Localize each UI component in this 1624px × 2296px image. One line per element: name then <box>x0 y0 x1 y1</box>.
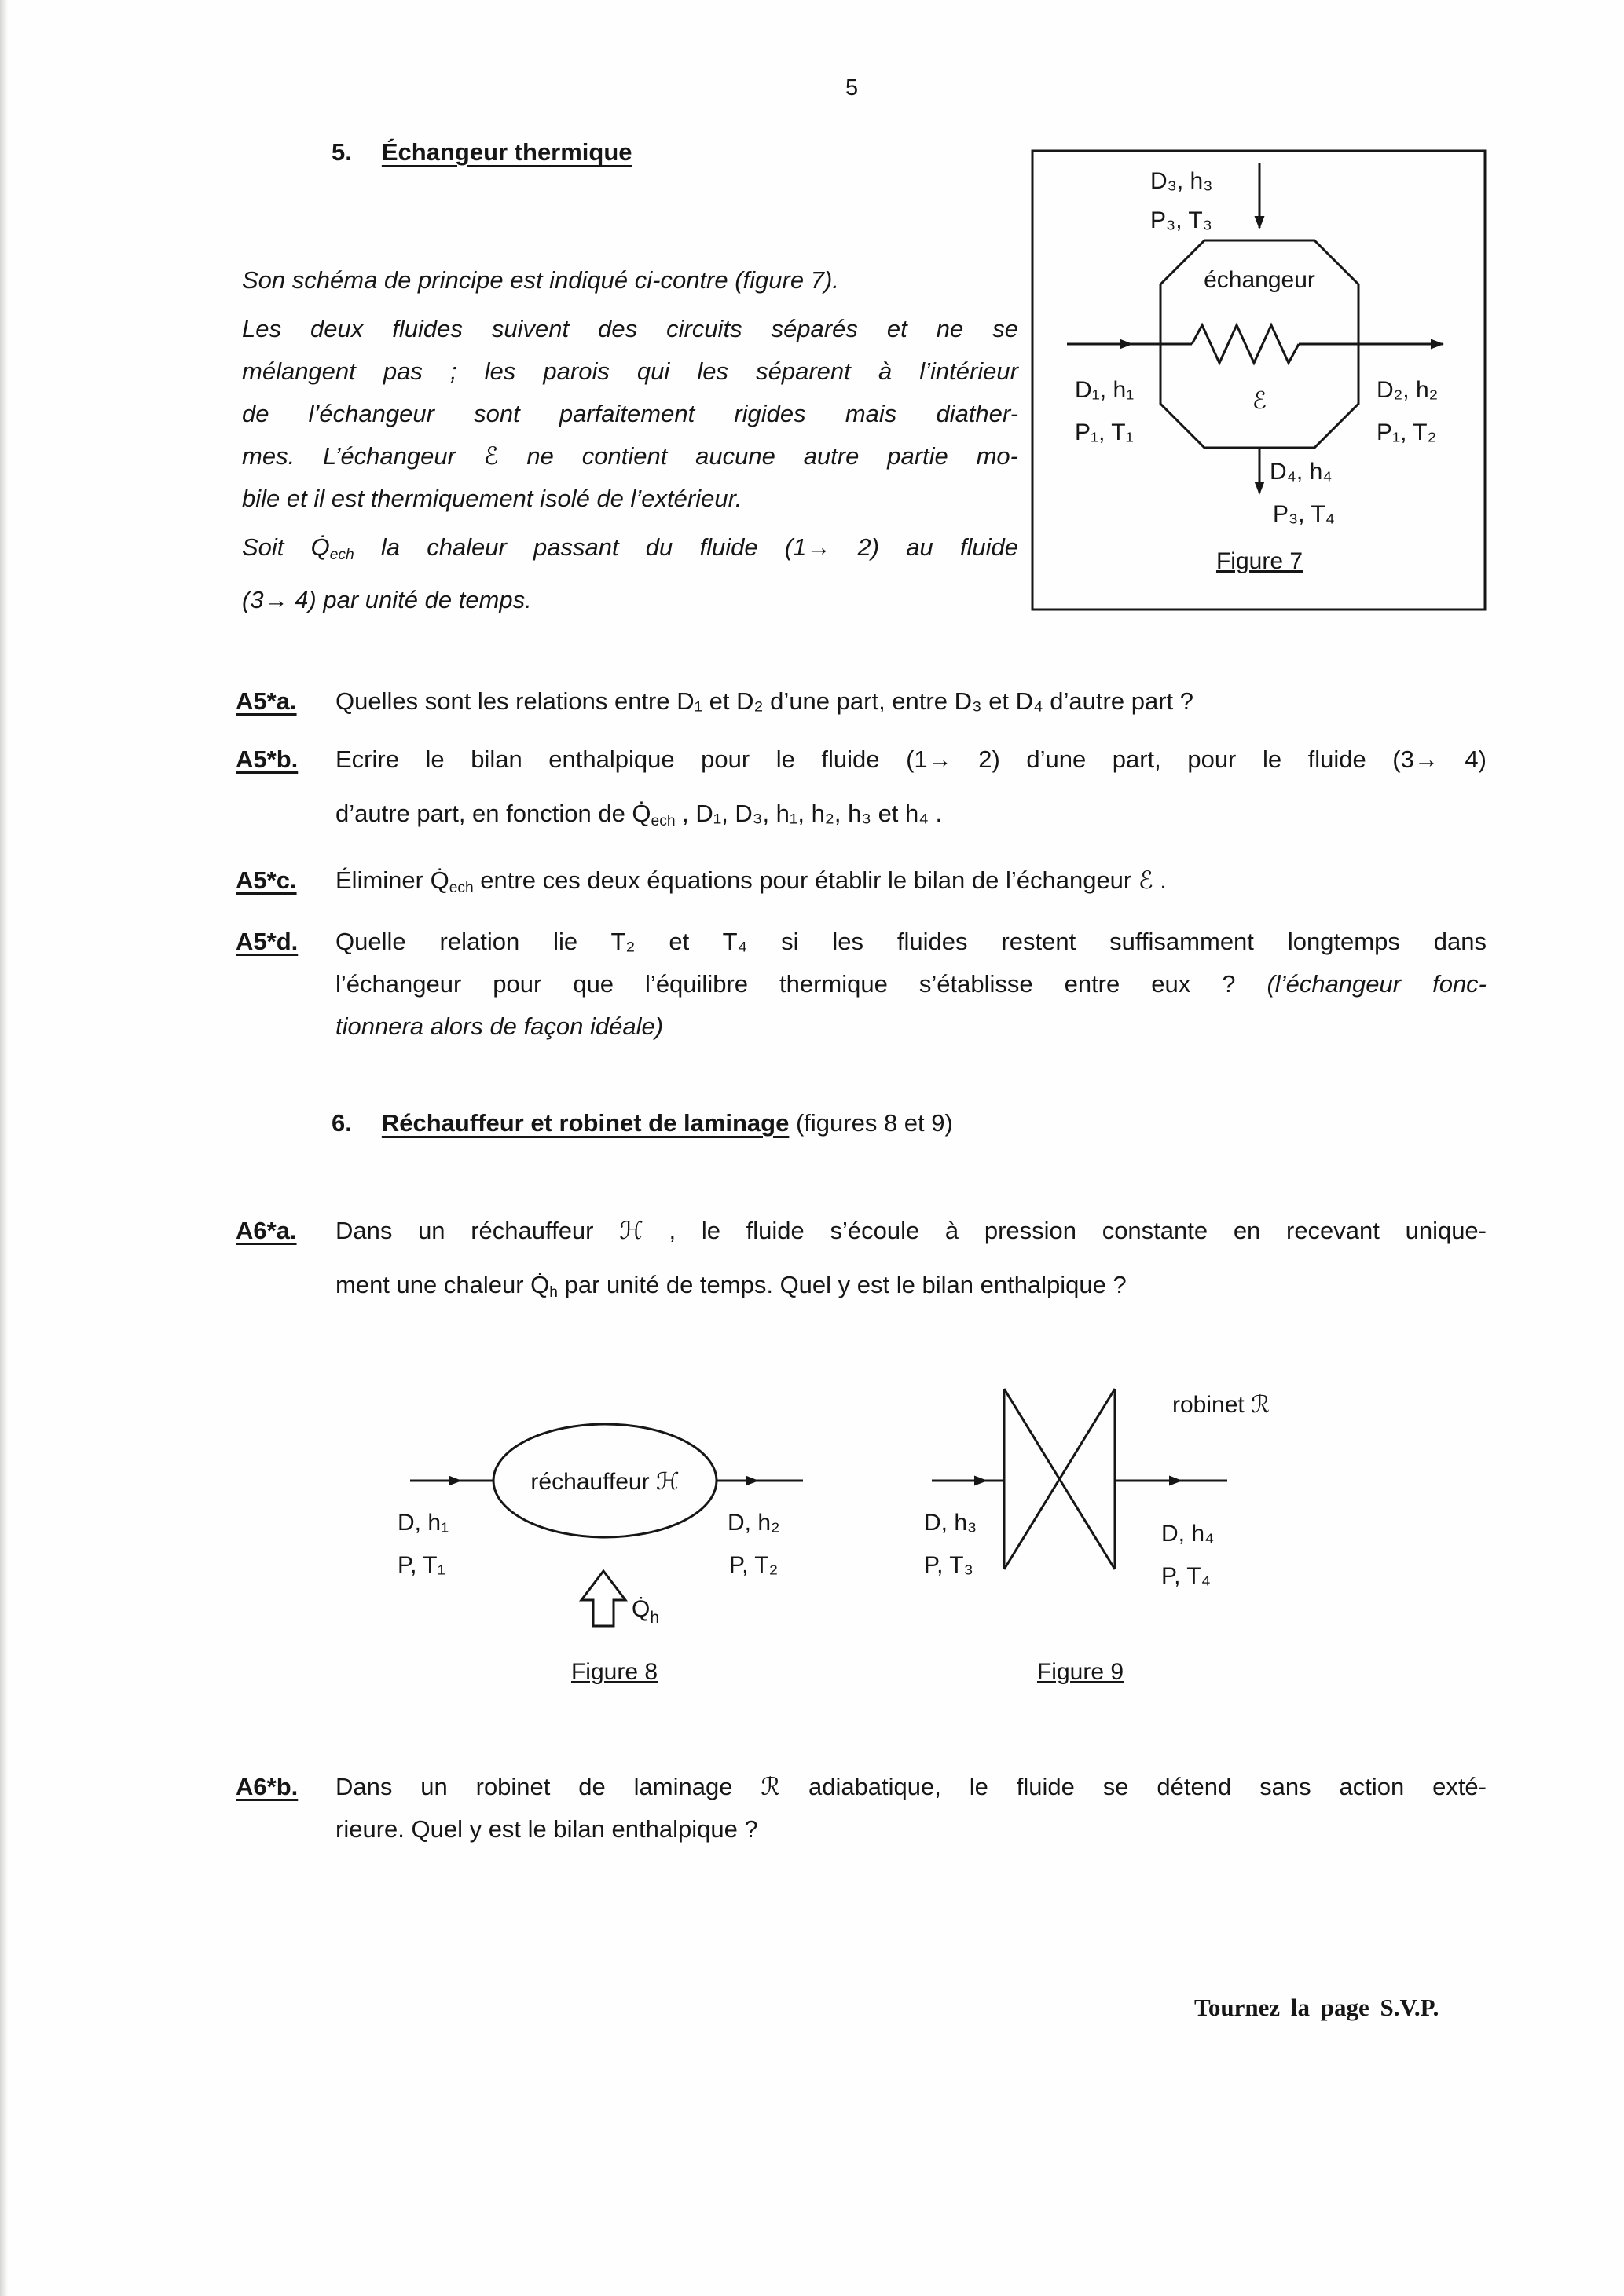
qdot-ech-symbol <box>431 866 474 894</box>
text-line: mes. L’échangeur ℰ ne contient aucune autre partie mo- <box>242 442 1018 470</box>
text-segment: Soit <box>242 533 311 561</box>
text-line: tionnera alors de façon idéale) <box>335 1013 664 1040</box>
text-line <box>335 859 1487 906</box>
question-a5d <box>236 921 1487 1048</box>
text-segment-italic: (l’échangeur fonc- <box>1267 970 1487 998</box>
figure-7-caption: Figure 7 <box>1215 548 1303 574</box>
text-segment: entre ces deux équations pour établir le bilan de l’échangeur ℰ . <box>473 866 1167 894</box>
qdot-h-symbol <box>530 1271 558 1301</box>
figure-9-caption: Figure 9 <box>1036 1659 1124 1685</box>
section-6-suffix: (figures 8 et 9) <box>789 1109 953 1137</box>
text-segment: , D₁, D₃, h₁, h₂, h₃ et h₄ . <box>675 800 943 827</box>
fig8-right-label-2: P, T₂ <box>729 1552 779 1578</box>
intro-paragraph-1: Son schéma de principe est indiqué ci-contre (figure 7). <box>242 266 839 294</box>
subscript-ech: ech <box>329 546 354 563</box>
fig7-top-label-1: D₃, h₃ <box>1150 168 1213 194</box>
section-5-title: Échangeur thermique <box>381 138 632 166</box>
text-segment: l’échangeur pour que l’équilibre thermique s’établisse entre eux ? <box>335 970 1267 998</box>
question-a5a <box>236 680 1487 723</box>
section-6-number: 6. <box>332 1109 352 1137</box>
question-label: A5*d. <box>236 928 299 955</box>
section-6-title: Réchauffeur et robinet de laminage <box>381 1109 790 1137</box>
fig8-left-label-1: D, h₁ <box>398 1510 449 1536</box>
text-segment: d’autre part, en fonction de <box>335 800 632 827</box>
text-line: Quelles sont les relations entre D₁ et D₂ d’une part, entre D₃ et D₄ d’autre part ? <box>335 687 1193 715</box>
qdot: Q̇ <box>310 533 330 561</box>
question-label: A5*c. <box>236 866 297 894</box>
subscript-ech: ech <box>449 879 474 896</box>
fig7-exchanger-label: échangeur <box>1204 267 1315 293</box>
text-line: Quelle relation lie T₂ et T₄ si les fluides restent suffisamment longtemps dans <box>335 928 1487 955</box>
question-a5b <box>236 738 1487 839</box>
text-line: mélangent pas ; les parois qui les séparent à l’intérieur <box>242 357 1018 385</box>
text-line: de l’échangeur sont parfaitement rigides mais diather- <box>242 400 1018 427</box>
fig8-right-label-1: D, h₂ <box>728 1510 780 1536</box>
scan-edge-shadow <box>0 0 8 2296</box>
section-5-number: 5. <box>332 138 352 166</box>
qdot: Q̇ <box>632 800 651 827</box>
text-line: Ecrire le bilan enthalpique pour le fluide (1→ 2) d’une part, pour le fluide (3→ 4) <box>335 745 1487 773</box>
text-segment: Éliminer <box>335 866 431 894</box>
question-body <box>335 738 1487 839</box>
fig7-top-label-2: P₃, T₃ <box>1150 207 1212 233</box>
question-a6a <box>236 1210 1487 1310</box>
fig7-right-label-1: D₂, h₂ <box>1377 377 1439 403</box>
fig8-heater-label: réchauffeur ℋ <box>530 1469 680 1495</box>
fig7-zigzag-wall <box>1192 325 1299 363</box>
text-line: Dans un réchauffeur ℋ , le fluide s’écoule à pression constante en recevant unique- <box>335 1217 1487 1244</box>
text-segment: ment une chaleur <box>335 1271 531 1298</box>
qdot-ech-symbol <box>632 800 675 827</box>
question-label: A5*b. <box>236 745 299 773</box>
text-line: bile et il est thermiquement isolé de l’extérieur. <box>242 485 742 512</box>
section-6-heading <box>332 1109 953 1137</box>
figure-7-diagram <box>1031 149 1487 611</box>
figures-8-9-diagram <box>369 1367 1300 1705</box>
text-line: rieure. Quel y est le bilan enthalpique ? <box>335 1815 758 1843</box>
fig7-right-label-2: P₁, T₂ <box>1377 419 1437 445</box>
text-line <box>335 963 1487 1005</box>
page-number: 5 <box>845 75 859 101</box>
text-line: Dans un robinet de laminage ℛ adiabatique, le fluide se détend sans action exté- <box>335 1773 1487 1800</box>
fig7-left-label-2: P₁, T₁ <box>1075 419 1134 445</box>
fig9-right-label-1: D, h₄ <box>1161 1521 1215 1547</box>
intro-paragraph-2 <box>242 308 1018 520</box>
question-label: A5*a. <box>236 687 297 715</box>
question-body <box>335 1766 1487 1851</box>
fig9-left-label-1: D, h₃ <box>924 1510 977 1536</box>
fig7-bottom-label-1: D₄, h₄ <box>1270 459 1333 485</box>
subscript-h: h <box>650 1609 660 1627</box>
text-segment: la chaleur passant du fluide (1→ 2) au fluide <box>354 533 1019 561</box>
subscript-ech: ech <box>651 812 676 829</box>
fig8-qdot-h-label <box>632 1596 659 1627</box>
fig7-exchanger-symbol: ℰ <box>1252 388 1267 414</box>
question-a6b <box>236 1766 1487 1851</box>
turn-page-notice: Tournez la page S.V.P. <box>1194 1994 1439 2021</box>
question-label: A6*b. <box>236 1773 299 1800</box>
qdot: Q̇ <box>430 866 449 894</box>
fig8-heat-input-arrow <box>581 1571 625 1626</box>
qdot: Q̇ <box>632 1596 651 1622</box>
figure-8-caption: Figure 8 <box>570 1659 658 1685</box>
question-body <box>335 680 1487 723</box>
question-body <box>335 921 1487 1048</box>
fig7-left-label-1: D₁, h₁ <box>1075 377 1135 403</box>
fig7-bottom-label-2: P₃, T₄ <box>1273 501 1335 527</box>
question-label: A6*a. <box>236 1217 297 1244</box>
text-line <box>335 1264 1487 1310</box>
fig9-right-label-2: P, T₄ <box>1161 1563 1211 1589</box>
text-segment: par unité de temps. Quel y est le bilan enthalpique ? <box>557 1271 1127 1298</box>
fig8-left-label-2: P, T₁ <box>398 1552 445 1578</box>
intro-paragraph-3 <box>242 523 1018 624</box>
subscript-h: h <box>549 1283 558 1301</box>
question-a5c <box>236 859 1487 906</box>
qdot-ech-symbol <box>311 533 354 561</box>
question-body <box>335 859 1487 906</box>
section-5-heading <box>332 138 632 167</box>
text-line: (3→ 4) par unité de temps. <box>242 586 532 613</box>
text-line <box>335 793 1487 839</box>
text-line <box>242 523 1018 576</box>
fig9-valve-label: robinet ℛ <box>1172 1392 1270 1418</box>
text-line: Les deux fluides suivent des circuits séparés et ne se <box>242 315 1018 342</box>
qdot: Q̇ <box>530 1271 550 1298</box>
question-body <box>335 1210 1487 1310</box>
fig9-left-label-2: P, T₃ <box>924 1552 973 1578</box>
